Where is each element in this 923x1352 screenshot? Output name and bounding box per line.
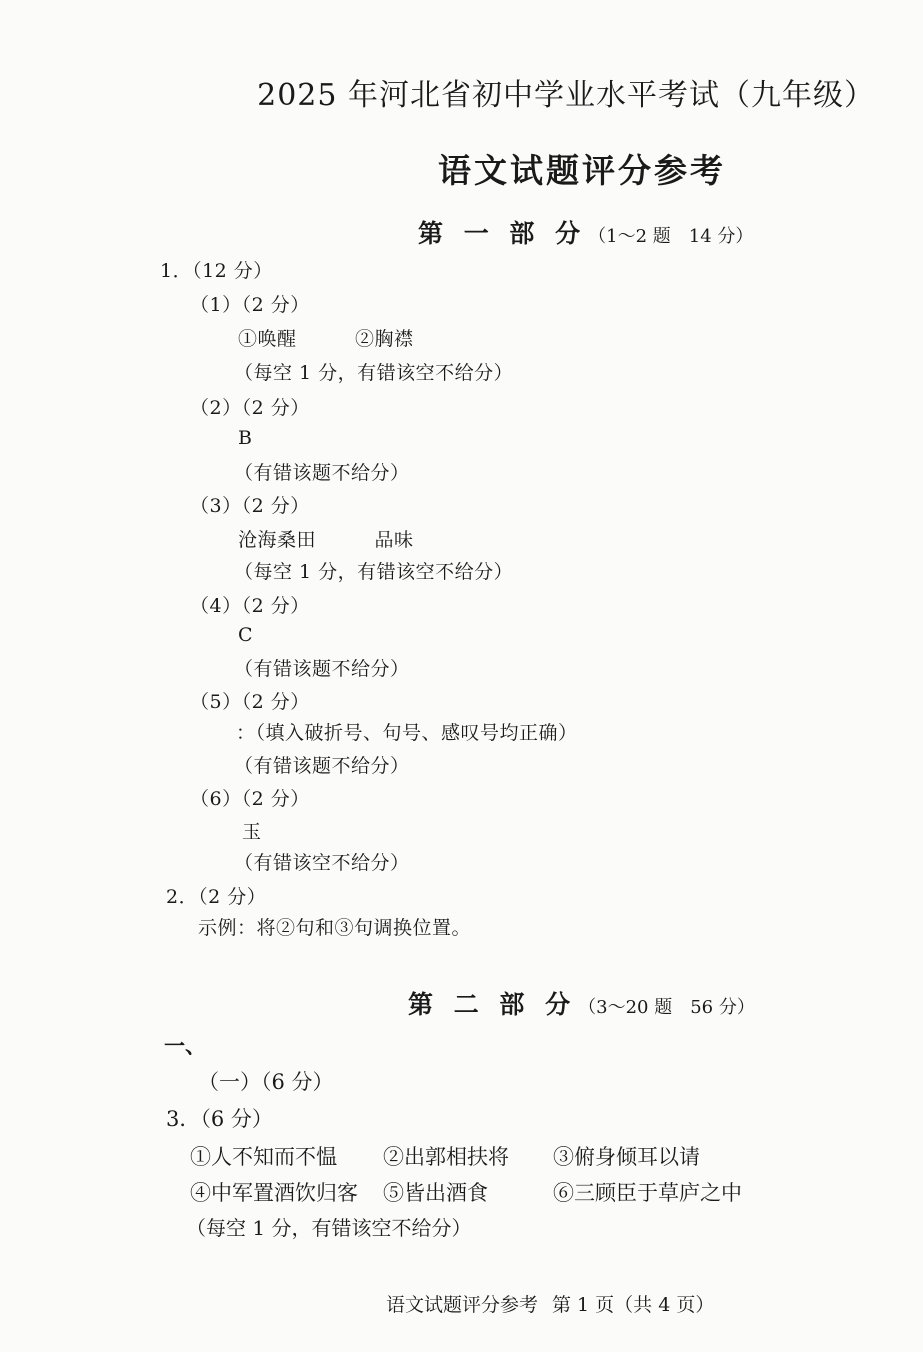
- q1-sub5-label: （5）（2 分）: [190, 691, 310, 713]
- q2-answer: 示例：将②句和③句调换位置。: [198, 917, 472, 939]
- q1-sub6-answer: 玉: [242, 821, 262, 843]
- part1-heading-label: 第 一 部 分: [418, 219, 587, 248]
- page-number: 第 1 页（共 4 页）: [552, 1294, 715, 1316]
- q3-note: （每空 1 分，有错该空不给分）: [186, 1216, 472, 1240]
- q3-answer-1: ①人不知而不愠: [190, 1145, 337, 1169]
- q1-sub1-answer: ①唤醒 ②胸襟: [238, 328, 414, 350]
- q2-label: 2．（2 分）: [166, 886, 267, 908]
- q1-sub4-answer: C: [238, 624, 254, 646]
- section-mark: 一、: [164, 1033, 206, 1058]
- q1-label: 1．（12 分）: [160, 260, 273, 282]
- part2-heading: [408, 985, 755, 1021]
- part2-heading-label: 第 二 部 分: [408, 990, 577, 1019]
- group-label: （一）（6 分）: [198, 1070, 334, 1094]
- q1-sub2-answer: B: [238, 427, 253, 449]
- q1-sub6-label: （6）（2 分）: [190, 788, 310, 810]
- q3-label: 3．（6 分）: [166, 1107, 273, 1131]
- part1-heading: [418, 214, 753, 250]
- q1-sub2-note: （有错该题不给分）: [234, 462, 410, 484]
- q3-answer-3: ③俯身倾耳以请: [553, 1145, 700, 1169]
- q3-answer-6: ⑥三顾臣于草庐之中: [553, 1181, 742, 1205]
- q3-answer-4: ④中军置酒饮归客: [190, 1181, 358, 1205]
- q3-answer-2: ②出郭相扶将: [383, 1145, 509, 1169]
- q1-sub1-label: （1）（2 分）: [190, 294, 310, 316]
- q1-sub4-label: （4）（2 分）: [190, 595, 310, 617]
- exam-title: 2025 年河北省初中学业水平考试（九年级）: [257, 78, 875, 113]
- q1-sub5-answer: ：（填入破折号、句号、感叹号均正确）: [236, 722, 578, 744]
- page-footer: [386, 1290, 728, 1317]
- footer-title: 语文试题评分参考: [386, 1294, 539, 1316]
- part2-range: （3～20 题 56 分）: [578, 997, 755, 1018]
- q1-sub5-note: （有错该题不给分）: [234, 755, 410, 777]
- q1-sub2-label: （2）（2 分）: [190, 397, 310, 419]
- part1-range: （1～2 题 14 分）: [588, 226, 754, 247]
- q1-sub3-label: （3）（2 分）: [190, 495, 310, 517]
- q1-sub3-note: （每空 1 分，有错该空不给分）: [234, 561, 514, 583]
- q1-sub4-note: （有错该题不给分）: [234, 658, 410, 680]
- document-title: 语文试题评分参考: [438, 151, 726, 190]
- q1-sub3-answer: 沧海桑田 品味: [238, 529, 414, 551]
- q1-sub6-note: （有错该空不给分）: [234, 852, 410, 874]
- q3-answer-5: ⑤皆出酒食: [383, 1181, 488, 1205]
- q1-sub1-note: （每空 1 分，有错该空不给分）: [234, 362, 514, 384]
